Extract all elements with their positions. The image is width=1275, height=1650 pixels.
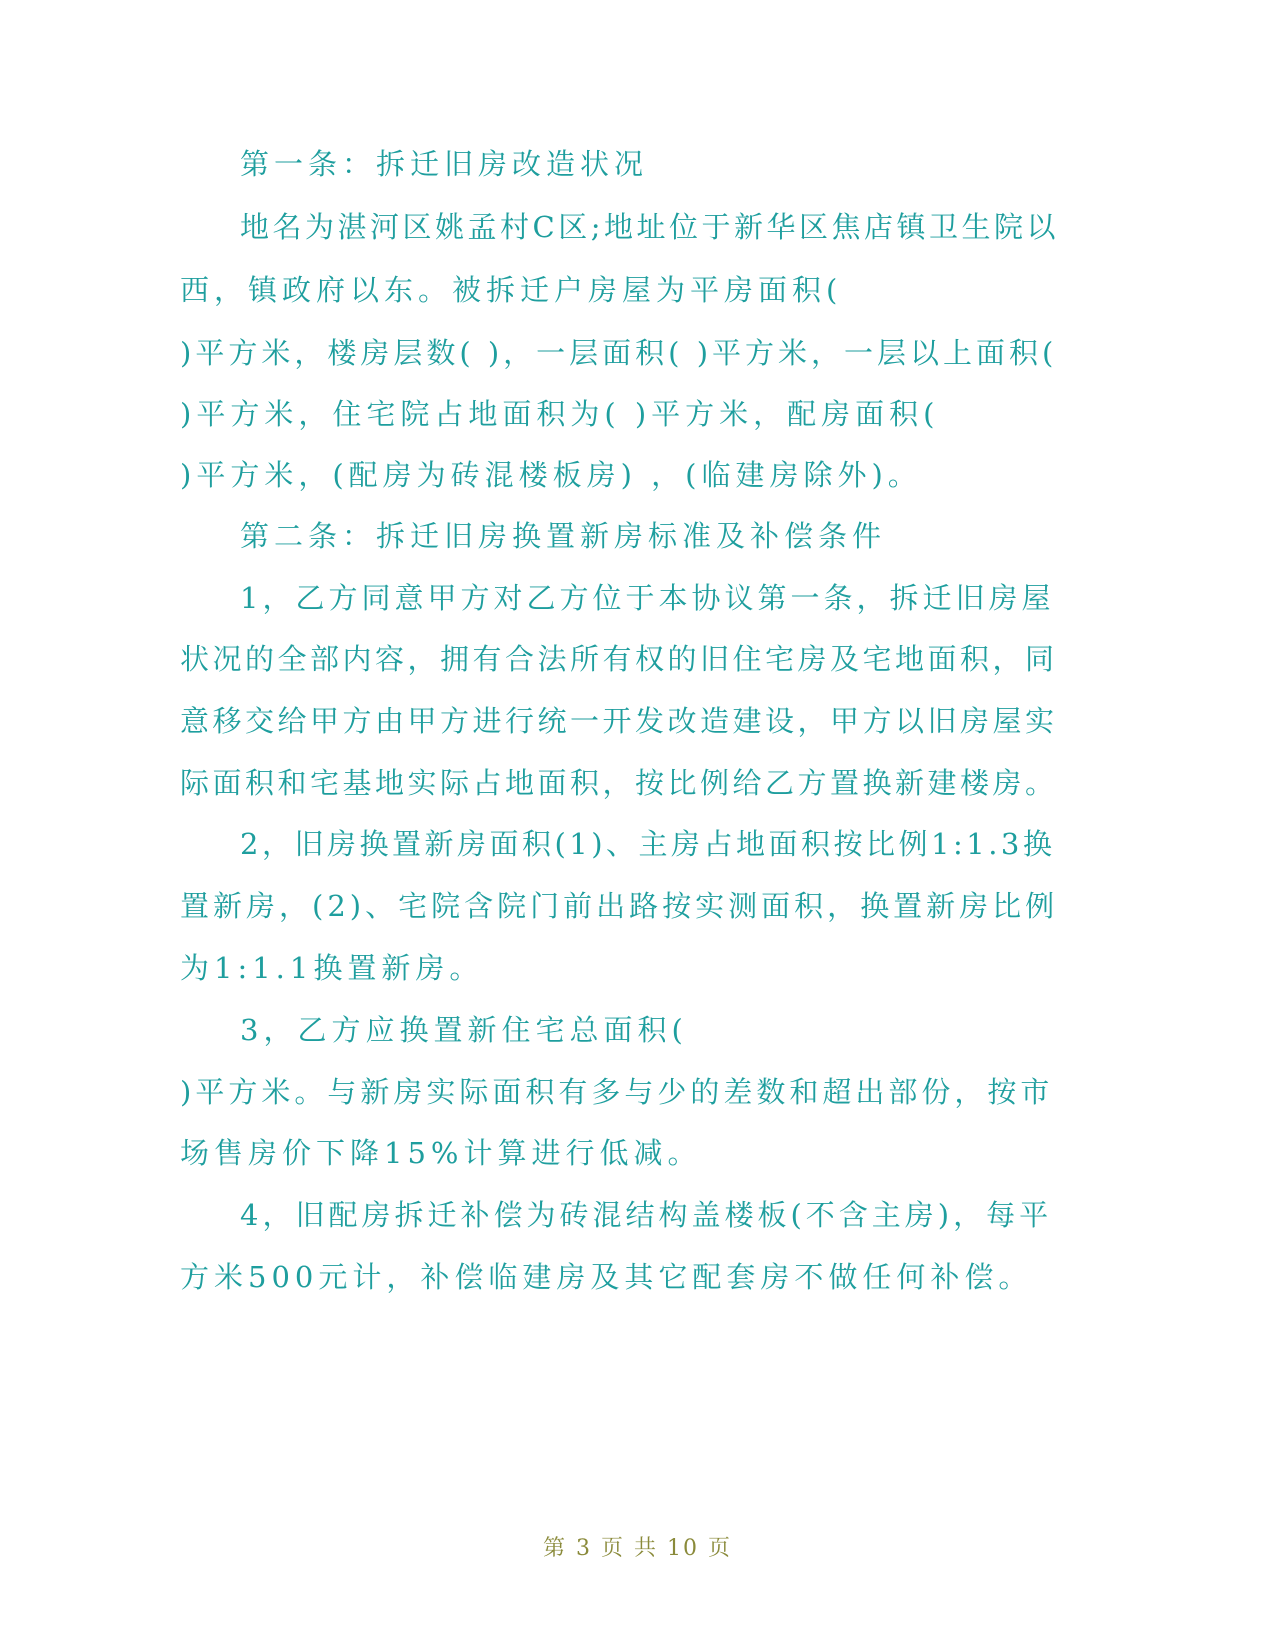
paragraph-line: )平方米。与新房实际面积有多与少的差数和超出部份，按市	[180, 1075, 1054, 1109]
paragraph-line: )平方米，住宅院占地面积为( )平方米，配房面积(	[180, 397, 940, 431]
paragraph-line: 场售房价下降15%计算进行低减。	[180, 1136, 702, 1170]
article-1-heading: 第一条：拆迁旧房改造状况	[240, 147, 649, 181]
paragraph-line: 地名为湛河区姚孟村C区;地址位于新华区焦店镇卫生院以	[240, 210, 1059, 244]
article-2-heading: 第二条：拆迁旧房换置新房标准及补偿条件	[240, 519, 887, 553]
paragraph-line: 意移交给甲方由甲方进行统一开发改造建设，甲方以旧房屋实	[180, 704, 1058, 738]
paragraph-line: 为1:1.1换置新房。	[180, 951, 484, 985]
paragraph-line: 状况的全部内容，拥有合法所有权的旧住宅房及宅地面积，同	[180, 642, 1058, 676]
paragraph-line: 际面积和宅基地实际占地面积，按比例给乙方置换新建楼房。	[180, 766, 1058, 800]
paragraph-line: 3，乙方应换置新住宅总面积(	[240, 1013, 688, 1047]
paragraph-line: )平方米，(配房为砖混楼板房) ，(临建房除外)。	[180, 458, 922, 492]
paragraph-line: 2，旧房换置新房面积(1)、主房占地面积按比例1:1.3换	[240, 827, 1056, 861]
page-number-footer: 第 3 页 共 10 页	[543, 1536, 732, 1561]
paragraph-line: )平方米，楼房层数( )，一层面积( )平方米，一层以上面积(	[180, 336, 1058, 370]
paragraph-line: 4，旧配房拆迁补偿为砖混结构盖楼板(不含主房)，每平	[240, 1198, 1053, 1232]
paragraph-line: 西，镇政府以东。被拆迁户房屋为平房面积(	[180, 273, 843, 307]
paragraph-line: 1，乙方同意甲方对乙方位于本协议第一条，拆迁旧房屋	[240, 581, 1055, 615]
paragraph-line: 置新房，(2)、宅院含院门前出路按实测面积，换置新房比例	[180, 889, 1059, 923]
paragraph-line: 方米500元计，补偿临建房及其它配套房不做任何补偿。	[180, 1260, 1033, 1294]
